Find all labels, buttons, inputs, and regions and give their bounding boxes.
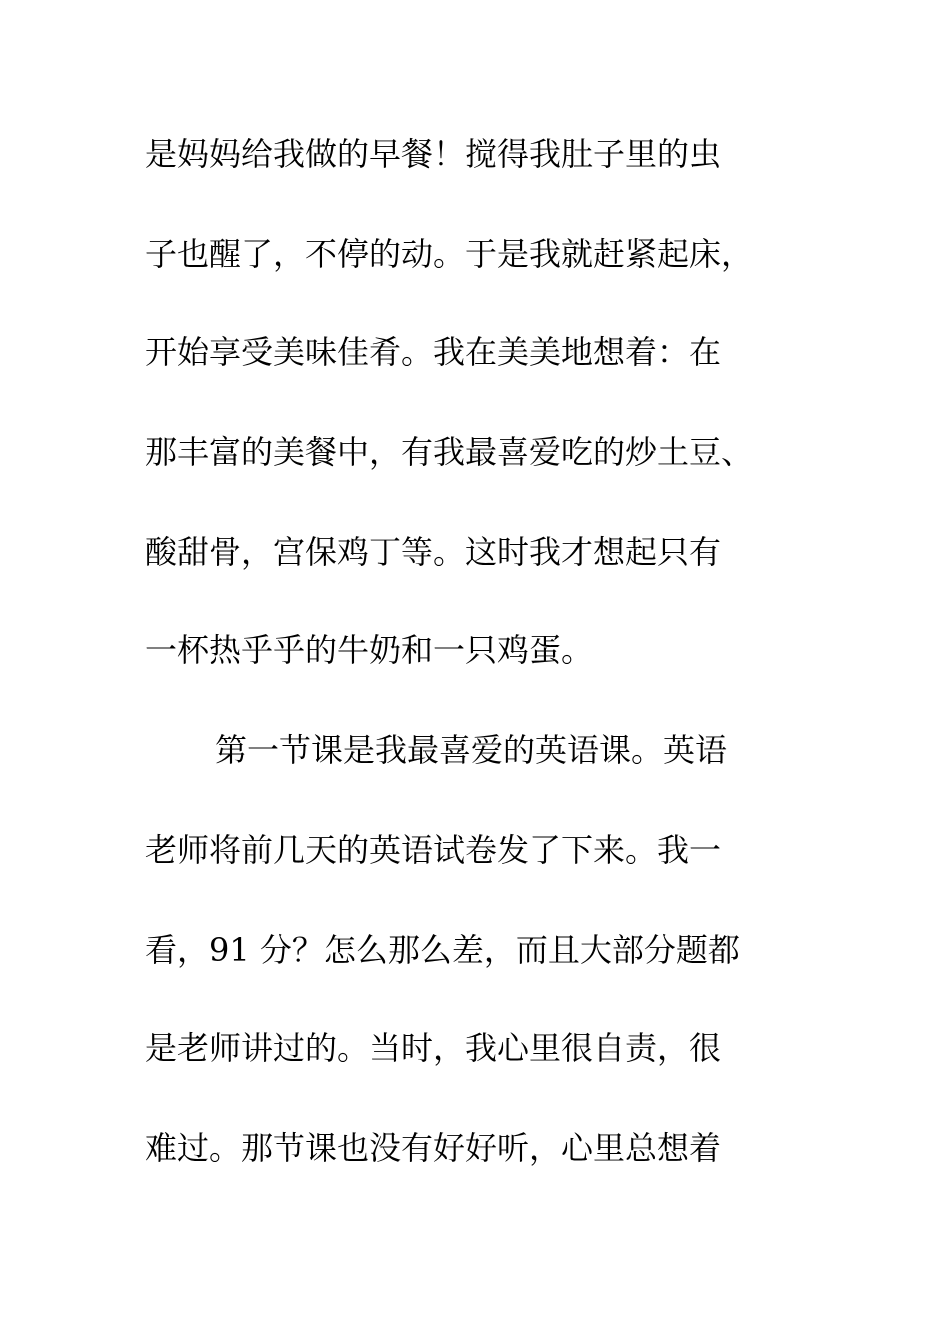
text-line: 开始享受美味佳肴。我在美美地想着：在 [145,333,722,371]
paragraph-first-line: 第一节课是我最喜爱的英语课。英语 [215,731,728,769]
text-line: 子也醒了，不停的动。于是我就赶紧起床， [145,235,754,273]
text-line: 那丰富的美餐中，有我最喜爱吃的炒土豆、 [145,433,754,471]
text-line: 难过。那节课也没有好好听，心里总想着 [145,1129,722,1167]
text-line: 酸甜骨，宫保鸡丁等。这时我才想起只有 [145,533,722,571]
text-line: 老师将前几天的英语试卷发了下来。我一 [145,831,722,869]
text-line: 看，91 分？怎么那么差，而且大部分题都 [145,931,740,969]
text-line: 一杯热乎乎的牛奶和一只鸡蛋。 [145,631,594,669]
text-line: 是妈妈给我做的早餐！搅得我肚子里的虫 [145,135,722,173]
text-line: 是老师讲过的。当时，我心里很自责，很 [145,1029,722,1067]
